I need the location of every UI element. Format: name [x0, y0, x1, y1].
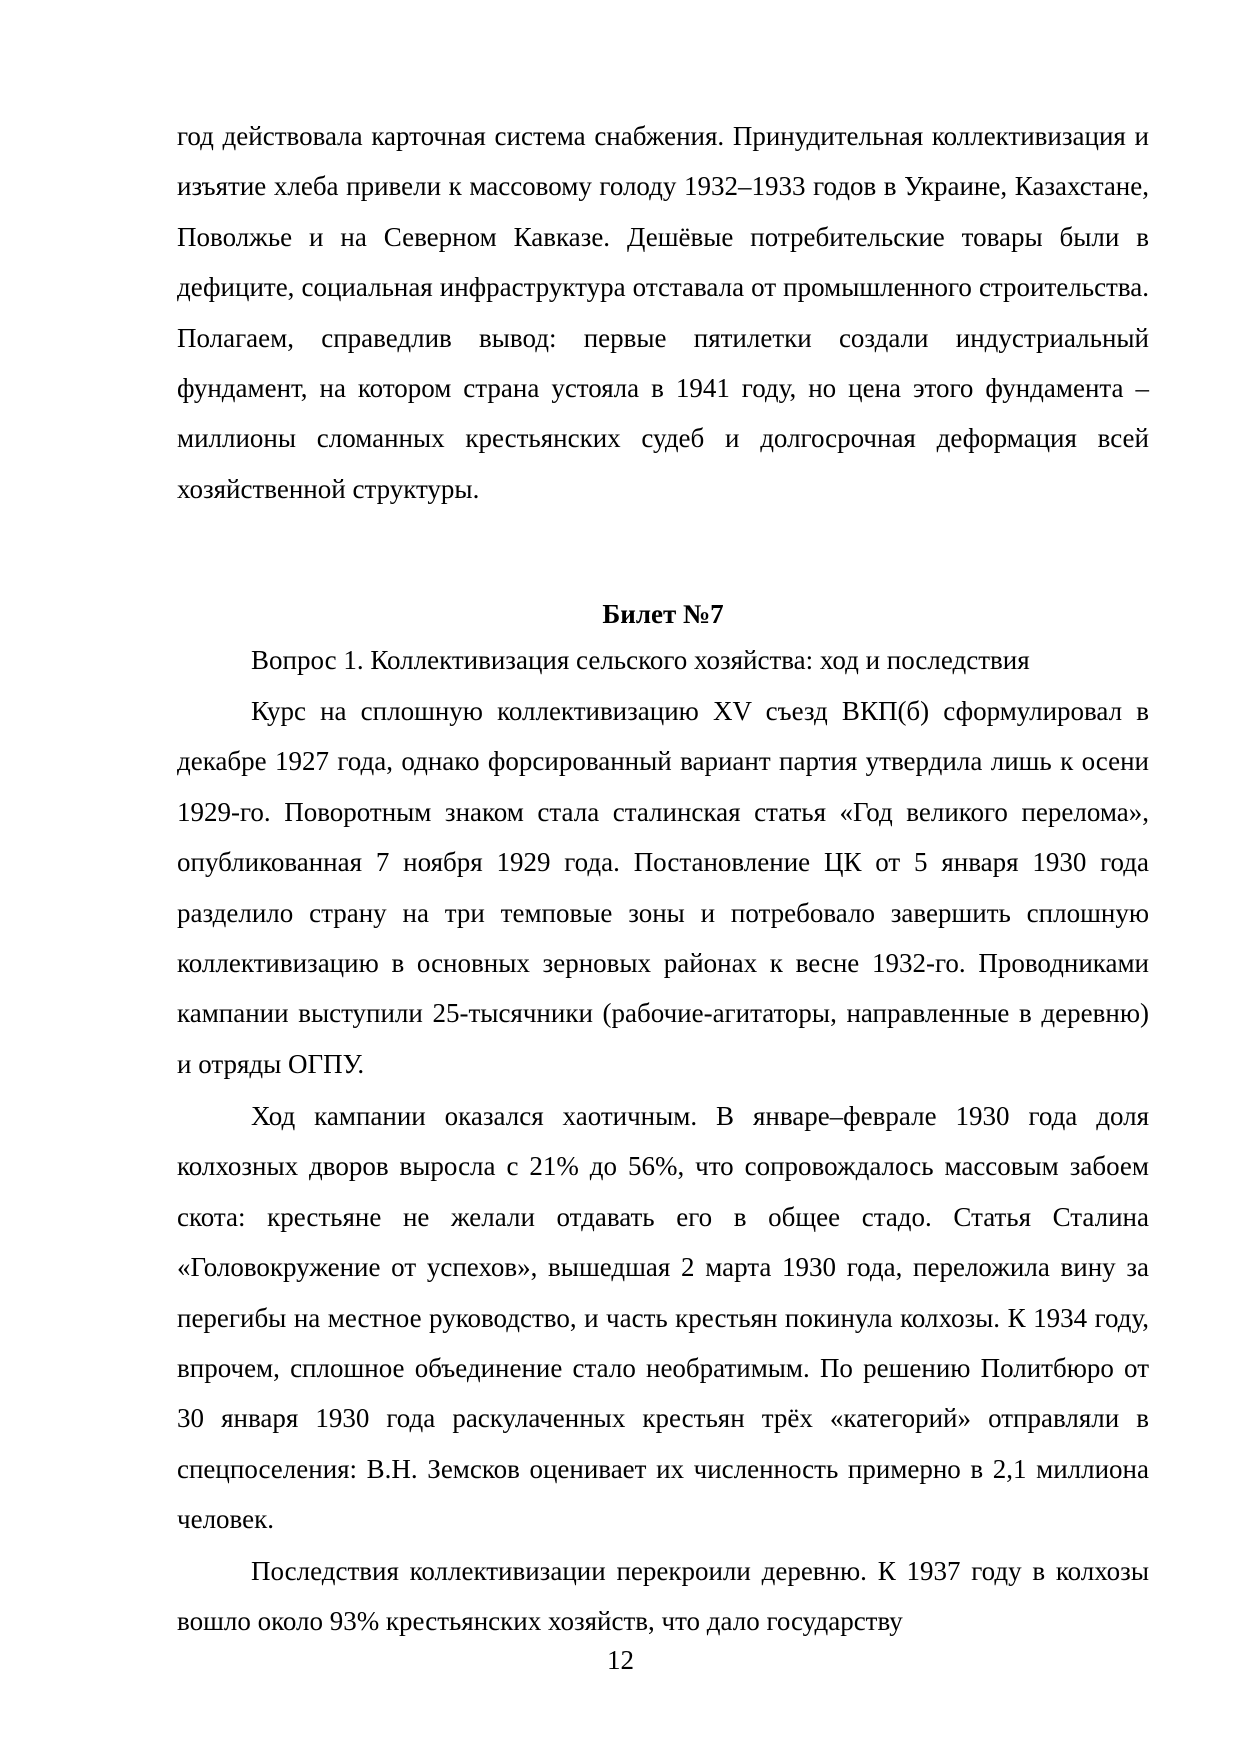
ticket-title: Билет №7	[602, 599, 724, 629]
question-heading: Вопрос 1. Коллективизация сельского хозяйства: ход и последствия	[251, 645, 1030, 675]
body-paragraph: Курс на сплошную коллективизацию XV съезд ВКП(б) сформулировал в декабре 1927 года, однако форсированный вариант партия утвердила лишь к осени 1929-го. Поворотным знаком стала сталинская статья «Год великого перелома», опубликованная 7 ноября 1929 года. Постановление ЦК от 5 января 1930 года разделило страну на три темповые зоны и потребовало завершить сплошную коллективизацию в основных зерновых районах к весне 1932-го. Проводниками кампании выступили 25-тысячники (рабочие-агитаторы, направленные в деревню) и отряды ОГПУ.	[177, 696, 1149, 1079]
page-number: 12	[607, 1645, 634, 1675]
body-paragraph: Последствия коллективизации перекроили деревню. К 1937 году в колхозы вошло около 93% крестьянских хозяйств, что дало государству	[177, 1556, 1149, 1637]
continued-paragraph: год действовала карточная система снабжения. Принудительная коллективизация и изъятие хлеба привели к массовому голоду 1932–1933 годов в Украине, Казахстане, Поволжье и на Северном Кавказе. Дешёвые потребительские товары были в дефиците, социальная инфраструктура отставала от промышленного строительства. Полагаем, справедлив вывод: первые пятилетки создали индустриальный фундамент, на котором страна устояла в 1941 году, но цена этого фундамента – миллионы сломанных крестьянских судеб и долгосрочная деформация всей хозяйственной структуры.	[177, 121, 1149, 504]
body-paragraph: Ход кампании оказался хаотичным. В январе–феврале 1930 года доля колхозных дворов выросла с 21% до 56%, что сопровождалось массовым забоем скота: крестьяне не желали отдавать его в общее стадо. Статья Сталина «Головокружение от успехов», вышедшая 2 марта 1930 года, переложила вину за перегибы на местное руководство, и часть крестьян покинула колхозы. К 1934 году, впрочем, сплошное объединение стало необратимым. По решению Политбюро от 30 января 1930 года раскулаченных крестьян трёх «категорий» отправляли в спецпоселения: В.Н. Земсков оценивает их численность примерно в 2,1 миллиона человек.	[177, 1101, 1149, 1535]
